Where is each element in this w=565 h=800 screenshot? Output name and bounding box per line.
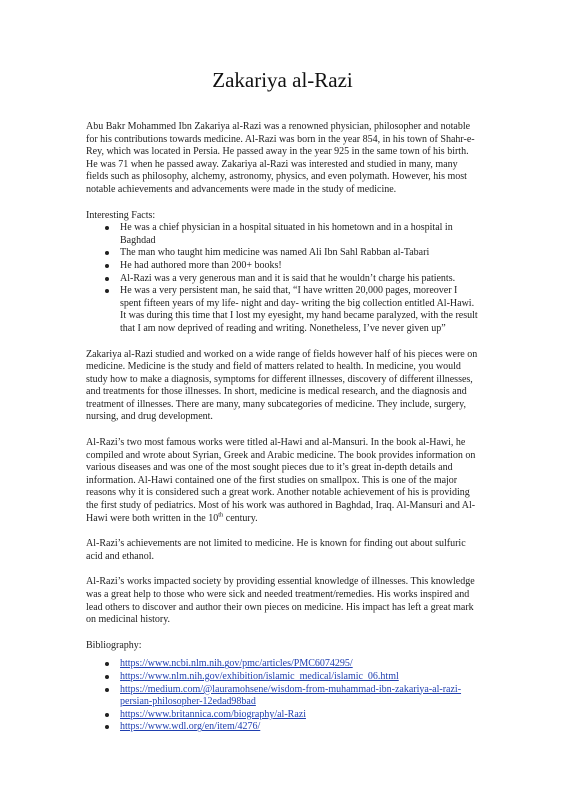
fact-item: The man who taught him medicine was named Ali Ibn Sahl Rabban al-Tabari xyxy=(86,247,479,260)
works-text-end: century. xyxy=(223,512,258,524)
bibliography-link[interactable]: https://www.nlm.nih.gov/exhibition/islamic_medical/islamic_06.html xyxy=(120,670,399,682)
bibliography-item xyxy=(86,721,479,734)
intro-paragraph: Abu Bakr Mohammed Ibn Zakariya al-Razi was a renowned physician, philosopher and notable for his contributions towards medicine. Al-Razi was born in the year 854, in his town of Shahr-e-Rey, which was located in Persia. He passed away in the year 925 in the same town of his birth. He was 71 when he passed away. Zakariya al-Razi was interested and studied in many, many fields such as philosophy, alchemy, astronomy, physics, and even polymath. However, his most notable achievements and advancements were made in the study of medicine. xyxy=(86,121,475,195)
fact-item: Al-Razi was a very generous man and it is said that he wouldn’t charge his patients. xyxy=(86,273,479,286)
bibliography-link[interactable]: https://www.ncbi.nlm.nih.gov/pmc/articles/PMC6074295/ xyxy=(120,658,353,670)
bibliography-list xyxy=(86,658,479,734)
bibliography-item xyxy=(86,658,479,671)
medicine-paragraph: Zakariya al-Razi studied and worked on a wide range of fields however half of his pieces were on medicine. Medicine is the study and field of matters related to health. In medicine, you would study how to make a diagnosis, symptoms for different illnesses, discovery of different illnesses, and treatments for those illnesses. In short, medicine is medical research, and the diagnosis and treatment of illnesses. There are many, many subcategories of medicine. They include, surgery, nursing, and drug development. xyxy=(86,348,478,423)
bibliography-item xyxy=(86,709,479,722)
facts-heading: Interesting Facts: xyxy=(86,209,156,221)
facts-list xyxy=(86,222,479,335)
fact-item: He was a chief physician in a hospital situated in his hometown and in a hospital in Baghdad xyxy=(86,222,479,247)
bibliography-item xyxy=(86,684,479,709)
chemistry-paragraph: Al-Razi’s achievements are not limited to medicine. He is known for finding out about sulfuric acid and ethanol. xyxy=(86,538,466,562)
works-superscript: th xyxy=(218,511,224,519)
bibliography-link[interactable]: https://www.wdl.org/en/item/4276/ xyxy=(120,721,261,733)
fact-item: He was a very persistent man, he said that, “I have written 20,000 pages, moreover I spent fifteen years of my life- night and day- writing the big collection entitled Al-Hawi. It was during this time that I lost my eyesight, my hand became paralyzed, with the result that I am now deprived of reading and writing. Nonetheless, I’ve never given up” xyxy=(86,285,479,335)
bibliography-heading: Bibliography: xyxy=(86,639,142,651)
bibliography-item xyxy=(86,671,479,684)
works-paragraph xyxy=(86,437,479,525)
fact-item: He had authored more than 200+ books! xyxy=(86,260,479,273)
bibliography-link[interactable]: https://www.britannica.com/biography/al-Razi xyxy=(120,708,306,720)
works-text: Al-Razi’s two most famous works were titled al-Hawi and al-Mansuri. In the book al-Hawi, he compiled and wrote about Syrian, Greek and Arabic medicine. The book provides information on various diseases and was one of the most sought pieces due to it’s great in-depth details and information. Al-Hawi contained one of the first studies on smallpox. This is one of the major reasons why it is considered such a great work. Another notable achievement of his is providing the first study of pediatrics. Most of his work was authored in Baghdad, Iraq. Al-Mansuri and Al-Hawi were both written in the 10 xyxy=(86,437,476,524)
impact-paragraph: Al-Razi’s works impacted society by providing essential knowledge of illnesses. This knowledge was a great help to those who were sick and needed treatment/remedies. His works inspired and lead others to discover and author their own pieces on medicine. His impact has left a great mark on medicinal history. xyxy=(86,576,475,626)
page-title: Zakariya al-Razi xyxy=(212,68,353,92)
bibliography-link[interactable]: https://medium.com/@lauramohsene/wisdom-from-muhammad-ibn-zakariya-al-razi-persian-philosopher-12edad98bad xyxy=(120,683,462,708)
